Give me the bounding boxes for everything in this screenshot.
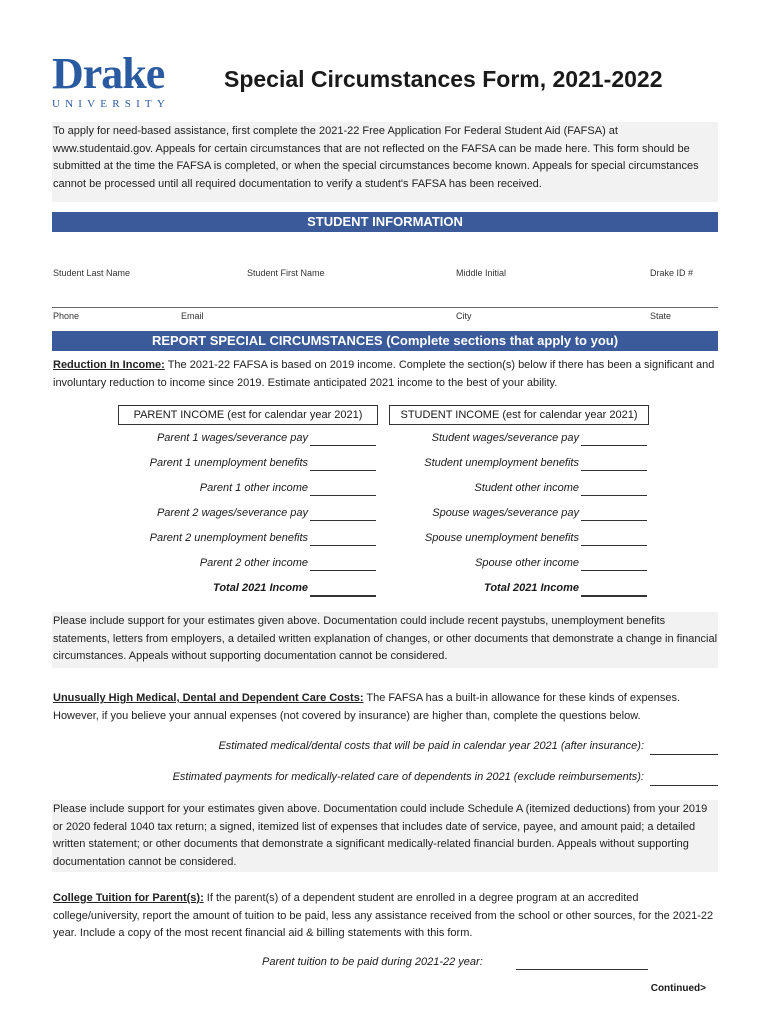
parent-income-row[interactable]: Parent 1 other income [118, 475, 378, 500]
amount-blank[interactable] [581, 570, 647, 571]
parent-income-section [118, 405, 378, 604]
continued-label: Continued> [650, 983, 706, 994]
student-info-row-1 [52, 262, 718, 308]
parent-income-row[interactable]: Parent 1 wages/severance pay [118, 425, 378, 450]
field-middle-initial[interactable]: Middle Initial [456, 268, 507, 278]
student-information-heading: STUDENT INFORMATION [52, 212, 718, 232]
field-state[interactable]: State [650, 311, 672, 321]
amount-blank[interactable] [310, 470, 376, 471]
logo-subtitle: UNIVERSITY [52, 98, 170, 110]
student-income-row[interactable]: Spouse unemployment benefits [389, 525, 649, 550]
logo-wordmark: Drake [52, 49, 165, 98]
field-phone[interactable]: Phone [53, 311, 80, 321]
amount-blank[interactable] [310, 570, 376, 571]
amount-blank[interactable] [310, 520, 376, 521]
field-drake-id[interactable]: Drake ID # [650, 268, 694, 278]
amount-blank[interactable] [310, 545, 376, 546]
amount-blank[interactable] [310, 495, 376, 496]
total-amount-blank[interactable] [310, 595, 376, 597]
medical-label: Unusually High Medical, Dental and Dependent Care Costs: [53, 692, 364, 704]
medical-paragraph [52, 690, 718, 742]
medical-text: The FAFSA has a built-in allowance for these kinds of expenses. However, if you believe your annual expenses (not covered by insurance) are higher than, complete the questions below. [53, 692, 681, 722]
field-student-first-name[interactable]: Student First Name [247, 268, 325, 278]
amount-blank[interactable] [581, 495, 647, 496]
dependent-care-blank[interactable] [650, 785, 718, 786]
reduction-text: The 2021-22 FAFSA is based on 2019 income. Complete the section(s) below if there has been a significant and involuntary reduction to income since 2019. Estimate anticipated 2021 income to the best of your ability. [53, 359, 715, 389]
student-income-row[interactable]: Spouse other income [389, 550, 649, 575]
parent-income-header: PARENT INCOME (est for calendar year 2021) [118, 405, 378, 425]
student-income-section [389, 405, 649, 604]
parent-income-row[interactable]: Parent 2 unemployment benefits [118, 525, 378, 550]
tuition-text: If the parent(s) of a dependent student are enrolled in a degree program at an accredited college/university, report the amount of tuition to be paid, less any assistance received from the school or other sources, for the 2021-22 year. Include a copy of the most recent financial aid & billing statements with this form. [53, 892, 714, 939]
total-amount-blank[interactable] [581, 595, 647, 597]
dependent-care-question: Estimated payments for medically-related care of dependents in 2021 (exclude reimbursements): [172, 771, 644, 783]
parent-tuition-question: Parent tuition to be paid during 2021-22 year: [262, 956, 483, 968]
amount-blank[interactable] [581, 470, 647, 471]
field-student-last-name[interactable]: Student Last Name [53, 268, 131, 278]
medical-costs-blank[interactable] [650, 754, 718, 755]
page-title: Special Circumstances Form, 2021-2022 [224, 66, 663, 92]
student-income-row[interactable]: Student other income [389, 475, 649, 500]
student-income-row[interactable]: Student wages/severance pay [389, 425, 649, 450]
parent-tuition-blank[interactable] [516, 969, 648, 970]
parent-income-row[interactable]: Parent 2 other income [118, 550, 378, 575]
student-info-row-2 [52, 308, 718, 330]
parent-income-row[interactable]: Parent 1 unemployment benefits [118, 450, 378, 475]
field-city[interactable]: City [456, 311, 472, 321]
student-income-total-row[interactable]: Total 2021 Income [389, 575, 649, 600]
amount-blank[interactable] [310, 445, 376, 446]
student-income-row[interactable]: Student unemployment benefits [389, 450, 649, 475]
amount-blank[interactable] [581, 520, 647, 521]
reduction-label: Reduction In Income: [53, 359, 165, 371]
parent-income-total-row[interactable]: Total 2021 Income [118, 575, 378, 600]
tuition-paragraph [52, 890, 718, 944]
income-support-paragraph: Please include support for your estimates given above. Documentation could include recent paystubs, unemployment benefits statements, letters from employers, a detailed written explanation of changes, or other documents that demonstrate a change in financial circumstances. Appeals without supporting documentation cannot be considered. [52, 612, 718, 668]
parent-income-row[interactable]: Parent 2 wages/severance pay [118, 500, 378, 525]
medical-costs-question: Estimated medical/dental costs that will be paid in calendar year 2021 (after insurance): [218, 740, 644, 752]
reduction-paragraph [52, 357, 718, 393]
drake-logo [52, 49, 192, 110]
medical-support-paragraph: Please include support for your estimates given above. Documentation could include Schedule A (itemized deductions) from your 2019 or 2020 federal 1040 tax return; a signed, itemized list of expenses that includes date of service, payee, and amount paid; a detailed written statement; or other documents that demonstrate a significant medically-related financial burden. Appeals without supporting documentation cannot be considered. [52, 800, 718, 872]
tuition-label: College Tuition for Parent(s): [53, 892, 204, 904]
intro-paragraph: To apply for need-based assistance, first complete the 2021-22 Free Application For Federal Student Aid (FAFSA) at www.studentaid.gov. Appeals for certain circumstances that are not reflected on the FAFSA can be made here. This form should be submitted at the time the FAFSA is completed, or when the special circumstances become known. Appeals for special circumstances cannot be processed until all required documentation to verify a student's FAFSA has been received. [52, 122, 718, 202]
student-income-row[interactable]: Spouse wages/severance pay [389, 500, 649, 525]
field-email[interactable]: Email [181, 311, 204, 321]
amount-blank[interactable] [581, 545, 647, 546]
report-circumstances-heading: REPORT SPECIAL CIRCUMSTANCES (Complete sections that apply to you) [52, 331, 718, 351]
amount-blank[interactable] [581, 445, 647, 446]
student-income-header: STUDENT INCOME (est for calendar year 2021) [389, 405, 649, 425]
